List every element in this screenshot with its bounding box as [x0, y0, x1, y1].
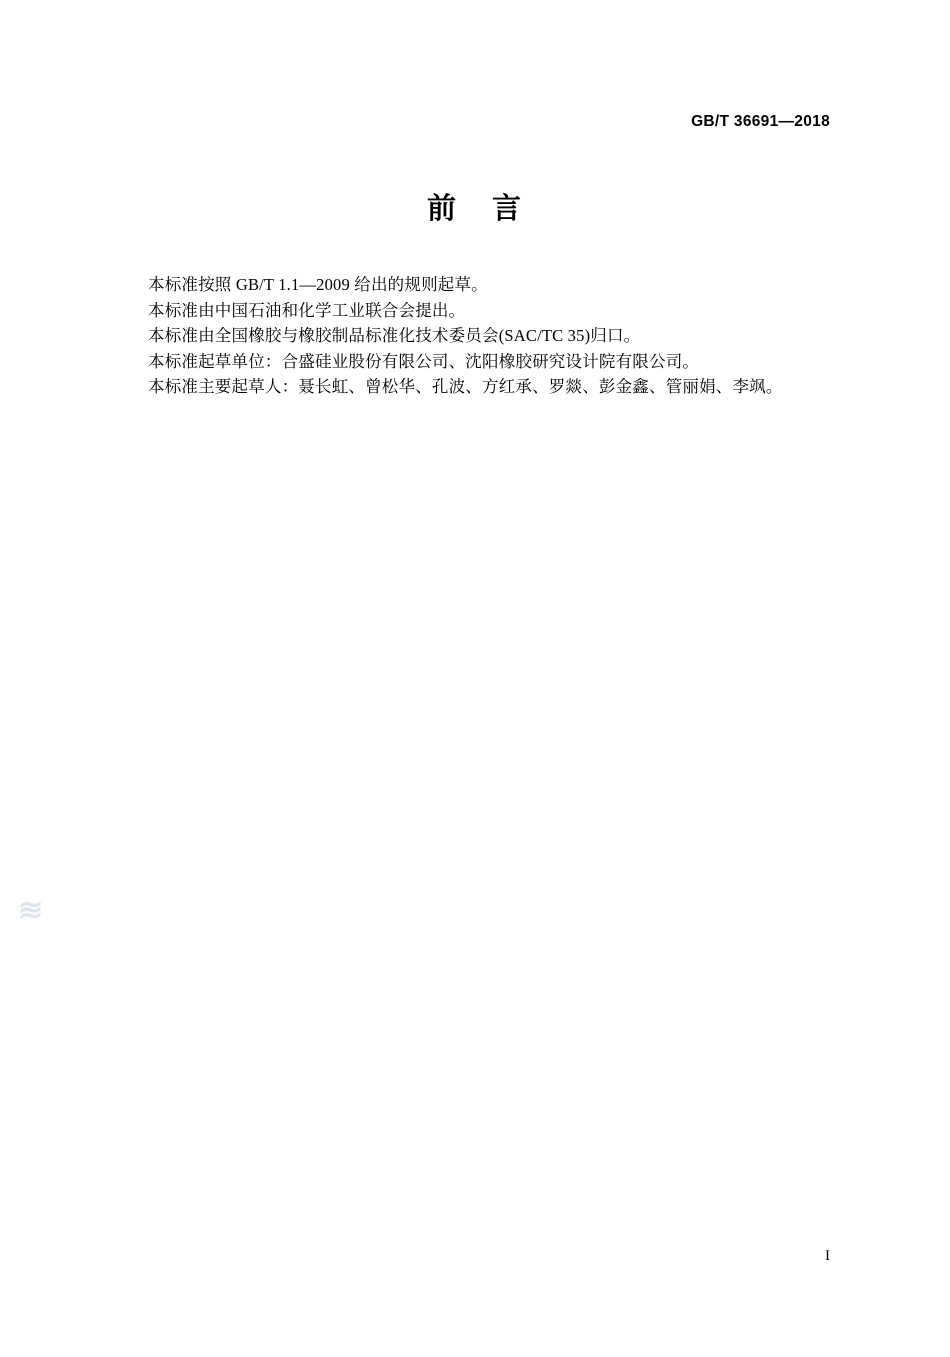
foreword-paragraph: 本标准由中国石油和化学工业联合会提出。	[148, 300, 466, 320]
foreword-paragraph: 本标准按照 GB/T 1.1—2009 给出的规则起草。	[148, 275, 488, 294]
page-title-char-1: 前	[426, 193, 458, 225]
page-number: I	[825, 1248, 830, 1264]
page-title-char-2: 言	[492, 193, 524, 225]
foreword-body	[148, 272, 808, 400]
foreword-paragraph: 本标准由全国橡胶与橡胶制品标准化技术委员会(SAC/TC 35)归口。	[148, 326, 641, 345]
foreword-paragraph: 本标准主要起草人：聂长虹、曾松华、孔波、方红承、罗燚、彭金鑫、管丽娟、李飒。	[148, 377, 783, 396]
page-title	[0, 186, 950, 227]
watermark-icon: ≋	[18, 894, 44, 927]
foreword-paragraph: 本标准起草单位：合盛硅业股份有限公司、沈阳橡胶研究设计院有限公司。	[148, 351, 700, 371]
standard-number-header: GB/T 36691—2018	[691, 113, 830, 130]
